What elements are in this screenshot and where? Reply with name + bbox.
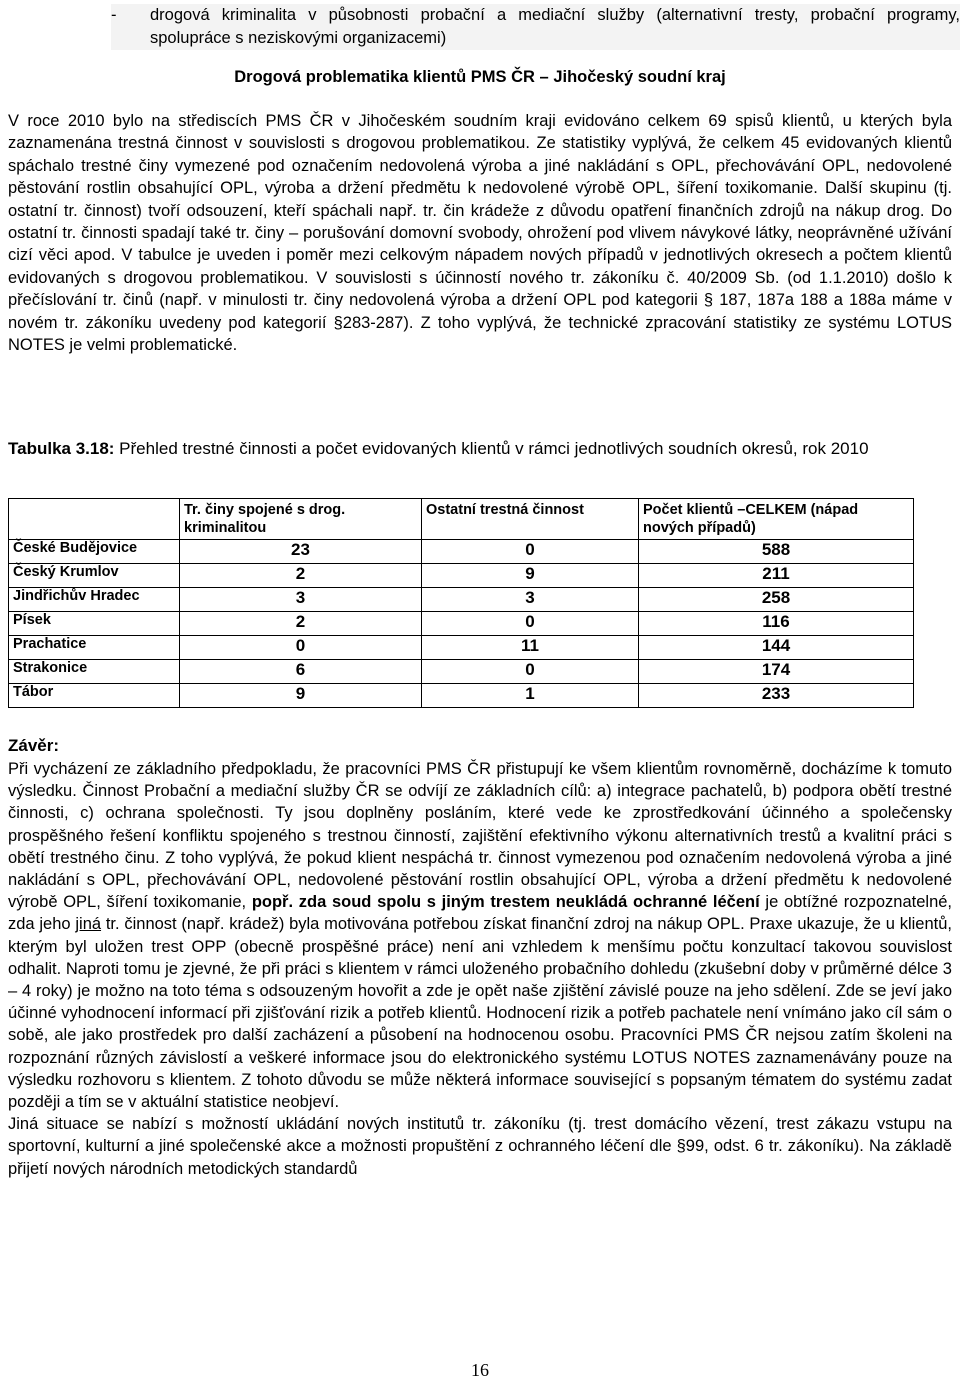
total-clients: 174	[639, 660, 914, 684]
district-name: Písek	[9, 612, 180, 636]
district-name: Jindřichův Hradec	[9, 588, 180, 612]
table-row	[9, 660, 914, 684]
table-caption-text: Přehled trestné činnosti a počet evidovaných klientů v rámci jednotlivých soudních okresů, rok 2010	[114, 439, 869, 458]
conclusion-paragraph	[8, 758, 952, 1180]
conclusion-text-part3: tr. činnost (např. krádež) byla motivována potřebou získat finanční zdroj na nákup OPL. Praxe ukazuje, že u klientů, kterým byl uložen trest OPP (obecně prospěšné práce) není ani vzhledem k menšímu počtu konzultací takovou souvislost odhalit. Naproti tomu je zjevné, že při práci s klientem v rámci uloženého probačního dohledu (zkušební doby v průměrné délce 3 – 4 roky) je možno na toto téma s odsouzeným hovořit a zde je opět naše zjištění závislé pouze na jeho sdělení. Zde se jeví jako účinné vyhodnocení informací při zjišťování rizik a potřeb klientů. Hodnocení rizik a potřeb pachatele není vnímáno jako cíl sám o sobě, ale jako prostředek pro další zacházení a působení na hodnocenou osobu. Pracovníci PMS ČR nejsou zatím školeni na rozpoznání různých závislostí a veškeré informace jsou do elektronického systému LOTUS NOTES zaznamenávány pouze na výsledku rozhovoru s klientem. Z tohoto důvodu se může některá informace související s popsaným tématem do systému zadat později a tím se v aktuální statistice neobjeví.	[8, 915, 952, 1112]
table-header-cell	[9, 499, 180, 540]
drug-crime-count: 9	[180, 684, 422, 708]
total-clients: 258	[639, 588, 914, 612]
table-row	[9, 684, 914, 708]
total-clients: 233	[639, 684, 914, 708]
table-header-cell: Ostatní trestná činnost	[422, 499, 639, 540]
conclusion-title: Závěr:	[8, 736, 60, 755]
conclusion-text-part1: Při vycházení ze základního předpokladu, že pracovníci PMS ČR přistupují ke všem klientům rovnoměrně, docházíme k tomuto výsledku. Činnost Probační a mediační služby ČR se odvíjí ze základních cílů: a) integrace pachatelů, b) podpora obětí trestné činnosti, c) ochrana společnosti. Ty jsou doplněny posláním, které vede ke zprostředkování účinného a společensky prospěšného řešení konfliktu spojeného s trestnou činností, zajištění efektivního výkonu alternativních trestů a kvalitní práci s obětí trestného činu. Z toho vyplývá, že pokud klient nespáchá tr. činnost vymezenou pod označením nedovolená výroba a jiné nakládání s OPL, přechovávání OPL, nedovolené pěstování rostlin obsahující OPL, výroba a držení předmětu k nedovolené výrobě OPL, šíření toxikomanie,	[8, 760, 952, 912]
district-table	[8, 498, 914, 708]
district-name: Strakonice	[9, 660, 180, 684]
district-name: České Budějovice	[9, 540, 180, 564]
table-row	[9, 612, 914, 636]
table-header-row	[9, 499, 914, 540]
district-name: Tábor	[9, 684, 180, 708]
other-crime-count: 0	[422, 612, 639, 636]
page-number: 16	[471, 1360, 489, 1380]
section-heading: Drogová problematika klientů PMS ČR – Jihočeský soudní kraj	[234, 68, 726, 86]
conclusion-text-part2: je obtížné rozpoznatelné, zda jeho	[8, 893, 953, 934]
table-caption	[8, 436, 952, 462]
bullet-dash: -	[111, 6, 117, 24]
district-name: Prachatice	[9, 636, 180, 660]
drug-crime-count: 23	[180, 540, 422, 564]
paragraph-statistics: V roce 2010 bylo na střediscích PMS ČR v Jihočeském soudním kraji evidováno celkem 69 spisů klientů, u kterých byla zaznamenána trestná činnost v souvislosti s drogovou problematikou. Ze statistiky vyplývá, že celkem 45 evidovaných klientů spáchalo trestné činy vymezené pod označením nedovolená výroba a jiné nakládání s OPL, přechovávání OPL, nedovolené pěstování rostlin obsahující OPL, výroba a držení předmětu k nedovolené výrobě OPL, šíření toxikomanie. Další skupinu (tj. ostatní tr. činnost) tvoří odsouzení, kteří spáchali např. tr. čin krádeže z důvodu opatření finančních zdrojů na nákup drog. Do ostatní tr. činnosti spadají také tr. činy – porušování domovní svobody, ohrožení pod vlivem návykové látky, neoprávněné užívání cizí věci apod. V tabulce je uveden i poměr mezi celkovým nápadem nových případů v jednotlivých okresech a počtem klientů evidovaných s drogovou problematikou. V souvislosti s účinností nového tr. zákoníku č. 40/2009 Sb. (od 1.1.2010) došlo k přečíslování tr. činů (např. v minulosti tr. činy nedovolená výroba a držení OPL pod kategorii § 187, 187a 188 a 188a máme v novém tr. zákoníku uvedeny pod kategorií §283-287). Z toho vyplývá, že technické zpracování statistiky ze systému LOTUS NOTES je velmi problematické.	[8, 112, 952, 355]
other-crime-count: 11	[422, 636, 639, 660]
total-clients: 588	[639, 540, 914, 564]
table-header-cell: Počet klientů –CELKEM (nápad nových případů)	[639, 499, 914, 540]
table-header-cell: Tr. činy spojené s drog. kriminalitou	[180, 499, 422, 540]
table-row	[9, 564, 914, 588]
conclusion-bold-text: popř. zda soud spolu s jiným trestem neukládá ochranné léčení	[251, 893, 760, 912]
conclusion-last-paragraph: Jiná situace se nabízí s možností ukládání nových institutů tr. zákoníku (tj. trest domácího vězení, trest zákazu vstupu na sportovní, kulturní a jiné společenské akce a možnosti propuštění z ochranného léčení dle §99, odst. 6 tr. zákoníku). Na základě přijetí nových národních metodických standardů	[8, 1115, 952, 1178]
drug-crime-count: 2	[180, 564, 422, 588]
drug-crime-count: 6	[180, 660, 422, 684]
drug-crime-count: 3	[180, 588, 422, 612]
table-row	[9, 588, 914, 612]
total-clients: 116	[639, 612, 914, 636]
district-name: Český Krumlov	[9, 564, 180, 588]
drug-crime-count: 2	[180, 612, 422, 636]
table-row	[9, 540, 914, 564]
bullet-item	[111, 4, 960, 50]
table-row	[9, 636, 914, 660]
total-clients: 144	[639, 636, 914, 660]
other-crime-count: 0	[422, 540, 639, 564]
drug-crime-count: 0	[180, 636, 422, 660]
other-crime-count: 1	[422, 684, 639, 708]
total-clients: 211	[639, 564, 914, 588]
other-crime-count: 0	[422, 660, 639, 684]
bullet-text: drogová kriminalita v působnosti probační a mediační služby (alternativní tresty, probační programy, spolupráce s neziskovými organizacemi)	[150, 6, 960, 47]
conclusion-underlined-word: jiná	[75, 915, 102, 934]
other-crime-count: 3	[422, 588, 639, 612]
table-caption-label: Tabulka 3.18:	[8, 439, 115, 458]
other-crime-count: 9	[422, 564, 639, 588]
